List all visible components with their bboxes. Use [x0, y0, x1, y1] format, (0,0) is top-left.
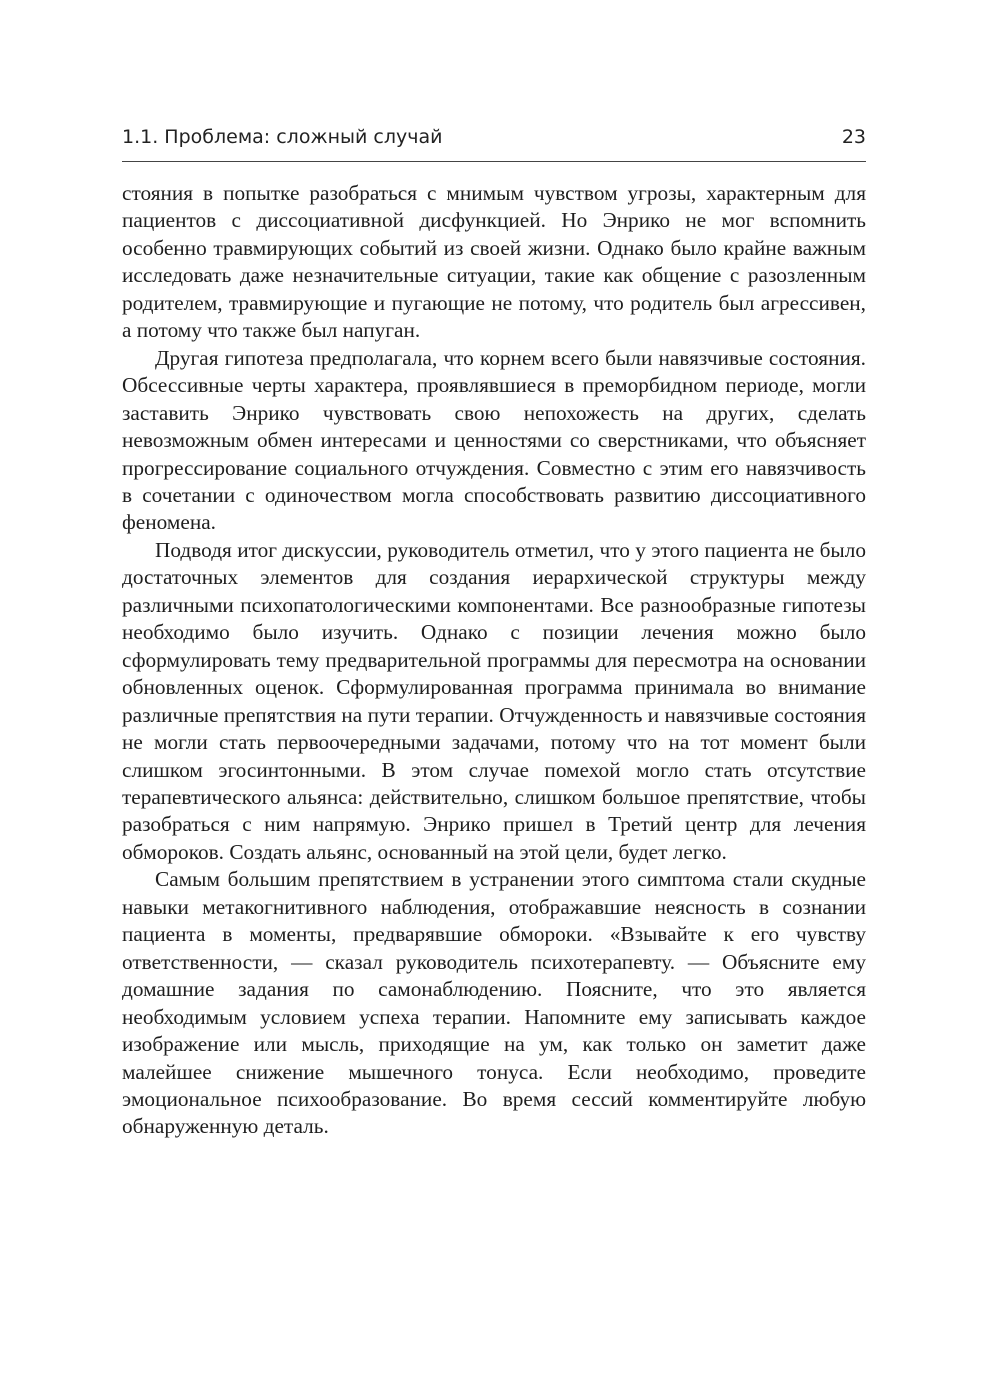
- page-number: 23: [841, 126, 866, 148]
- running-head: [122, 124, 866, 158]
- section-title: 1.1. Проблема: сложный случай: [122, 126, 443, 148]
- paragraph: Другая гипотеза предполагала, что корнем всего были навязчивые состояния. Обсессивные черты характера, проявлявшиеся в преморбидном периоде, могли заставить Энрико чувствовать свою непохожесть на других, сделать невозможным обмен интересами и ценностями со сверстниками, что объясняет прогрессирование социального отчуждения. Совместно с этим его навязчивость в сочетании с одиночеством могла способствовать развитию диссоциативного феномена.: [122, 345, 866, 535]
- paragraph: Самым большим препятствием в устранении этого симптома стали скудные навыки метакогнитивного наблюдения, отображавшие неясность в сознании пациента в моменты, предварявшие обмороки. «Взывайте к его чувству ответственности, — сказал руководитель психотерапевту. — Объясните ему домашние задания по самонаблюдению. Поясните, что это является необходимым условием успеха терапии. Напомните ему записывать каждое изображение или мысль, приходящие на ум, как только он заметит даже малейшее снижение мышечного тонуса. Если необходимо, проведите эмоциональное психообразование. Во время сессий комментируйте любую обнаруженную деталь.: [122, 867, 866, 1139]
- header-rule: [122, 161, 866, 162]
- body-text: [122, 180, 866, 1141]
- paragraph: Подводя итог дискуссии, руководитель отметил, что у этого пациента не было достаточных элементов для создания иерархической структуры между различными психопатологическими компонентами. Все разнообразные гипотезы необходимо было изучить. Однако с позиции лечения можно было сформулировать тему предварительной программы для пересмотра на основании обновленных оценок. Сформулированная программа принимала во внимание различные препятствия на пути терапии. Отчужденность и навязчивые состояния не могли стать первоочередными задачами, потому что на тот момент были слишком эгосинтонными. В этом случае помехой могло стать отсутствие терапевтического альянса: действительно, слишком большое препятствие, чтобы разобраться с ним напрямую. Энрико пришел в Третий центр для лечения обмороков. Создать альянс, основанный на этой цели, будет легко.: [122, 537, 866, 864]
- paragraph-continuation: стояния в попытке разобраться с мнимым чувством угрозы, характерным для пациентов с диссоциативной дисфункцией. Но Энрико не мог вспомнить особенно травмирующих событий из своей жизни. Однако было крайне важным исследовать даже незначительные ситуации, такие как общение с разозленным родителем, травмирующие и пугающие не потому, что родитель был агрессивен, а потому что также был напуган.: [122, 181, 866, 343]
